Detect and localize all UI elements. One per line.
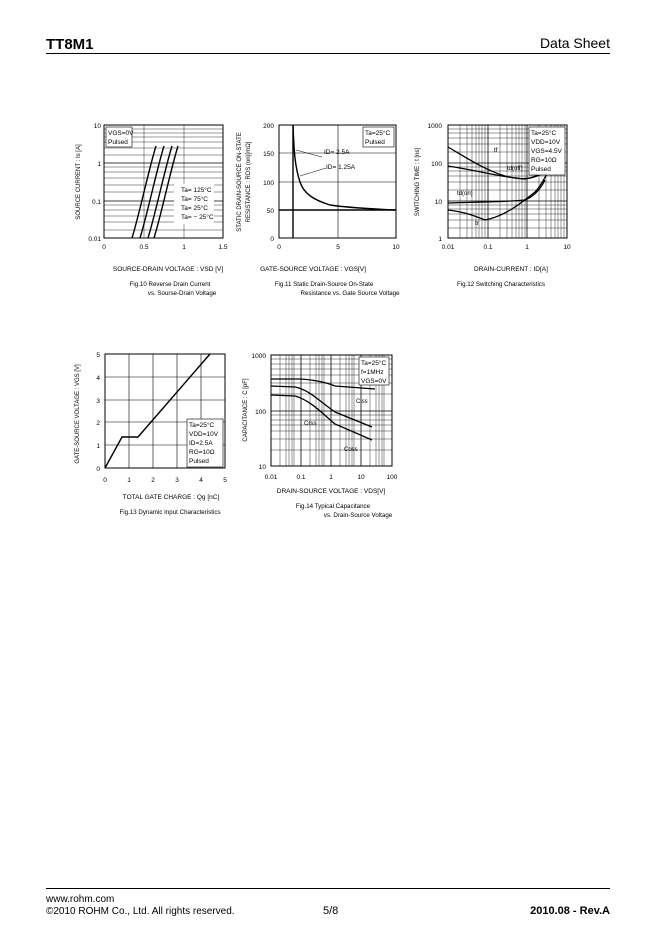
fig12-xtick: 0.1 — [483, 244, 493, 251]
fig14-xtick: 100 — [386, 474, 398, 481]
fig11-xtick: 10 — [392, 244, 400, 251]
fig12-ann: tf — [494, 147, 498, 154]
fig14-ytick: 1000 — [251, 353, 266, 360]
fig11-ytick: 150 — [263, 151, 274, 158]
fig12-cond: RG=10Ω — [531, 157, 557, 164]
fig13-cond: Pulsed — [189, 458, 209, 465]
fig10-caption: Fig.10 Reverse Drain Current — [129, 281, 211, 288]
fig13-cond: VDD=10V — [189, 431, 219, 438]
fig13-cond: RG=10Ω — [189, 449, 215, 456]
fig11-ytick: 100 — [263, 180, 274, 187]
fig13-xlabel: TOTAL GATE CHARGE : Qg [nC] — [122, 494, 220, 501]
fig11-ytick: 0 — [270, 236, 274, 243]
fig12-ytick: 100 — [431, 161, 442, 168]
fig13-ytick: 5 — [96, 352, 100, 359]
fig11-ytick: 50 — [266, 208, 274, 215]
fig10-chart — [60, 112, 240, 302]
footer-site: www.rohm.com — [46, 894, 115, 905]
part-number: TT8M1 — [46, 36, 94, 53]
fig11-xlabel: GATE-SOURCE VOLTAGE : VGS[V] — [260, 266, 366, 273]
fig14-ann: Ciss — [356, 399, 368, 405]
fig13-xtick: 4 — [199, 477, 203, 484]
fig12-xlabel: DRAIN-CURRENT : ID[A] — [474, 266, 548, 273]
fig10-legend: Ta= 125°C — [181, 187, 212, 194]
fig14-xtick: 1 — [329, 474, 333, 481]
fig10-xtick: 1.5 — [218, 244, 228, 251]
fig14-xtick: 0.01 — [264, 474, 278, 481]
fig12-chart — [405, 112, 590, 302]
fig12-ytick: 1 — [438, 236, 442, 243]
footer-copyright: ©2010 ROHM Co., Ltd. All rights reserved. — [46, 906, 235, 917]
fig14-cond: VGS=0V — [361, 378, 387, 385]
fig10-xtick: 0.5 — [139, 244, 149, 251]
fig11-ytick: 200 — [263, 123, 274, 130]
fig14-chart — [235, 342, 420, 532]
fig14-ytick: 100 — [255, 409, 266, 416]
fig10-cond: VGS=0V — [108, 130, 134, 137]
fig12-ytick: 1000 — [427, 123, 442, 130]
fig10-legend: Ta= 75°C — [181, 196, 208, 203]
fig13-ytick: 4 — [96, 375, 100, 382]
fig11-xtick: 0 — [277, 244, 281, 251]
fig10-caption: vs. Sourse-Drain Voltage — [147, 290, 217, 297]
fig10-ytick: 0.1 — [91, 199, 101, 206]
fig14-caption: Fig.14 Typical Capacitance — [295, 503, 371, 510]
page-number: 5/8 — [323, 905, 339, 917]
fig11-caption: Fig.11 Static Drain-Source On-State — [274, 281, 374, 288]
fig14-xtick: 10 — [357, 474, 365, 481]
fig12-xtick: 0.01 — [441, 244, 455, 251]
fig11-chart — [230, 112, 420, 302]
fig12-ann: td(off) — [507, 166, 523, 172]
fig13-chart — [60, 342, 245, 532]
fig11-ylabel: STATIC DRAIN-SOURCE ON-STATE — [237, 132, 243, 232]
fig10-ytick: 1 — [97, 161, 101, 168]
fig11-xtick: 5 — [336, 244, 340, 251]
fig13-caption: Fig.13 Dynamic Input Characteristics — [119, 509, 221, 516]
fig12-ytick: 10 — [434, 199, 442, 206]
fig11-ylabel: RESISTANCE : RDS (on)[mΩ] — [246, 141, 252, 223]
fig13-xtick: 1 — [127, 477, 131, 484]
fig14-cond: Ta=25°C — [361, 360, 387, 367]
fig13-ytick: 2 — [96, 420, 100, 427]
fig13-xtick: 0 — [103, 477, 107, 484]
footer-rule — [46, 888, 610, 889]
fig13-xtick: 3 — [175, 477, 179, 484]
fig14-caption: vs. Drain-Source Voltage — [323, 512, 393, 519]
fig10-ytick: 0.01 — [88, 236, 101, 243]
fig13-ytick: 1 — [96, 443, 100, 450]
fig12-xtick: 10 — [563, 244, 571, 251]
fig12-xtick: 1 — [525, 244, 529, 251]
fig11-caption: Resistance vs. Gate Source Voltage — [300, 290, 400, 297]
fig14-cond: f=1MHz — [361, 369, 384, 376]
fig11-cond: Pulsed — [365, 139, 385, 146]
fig10-ytick: 10 — [93, 123, 101, 130]
fig14-xtick: 0.1 — [296, 474, 306, 481]
fig10-legend: Ta= 25°C — [181, 205, 208, 212]
fig14-xlabel: DRAIN-SOURCE VOLTAGE : VDS[V] — [276, 488, 386, 495]
fig11-cond: Ta=25°C — [365, 130, 391, 137]
fig10-cond: Pulsed — [108, 139, 128, 146]
fig12-ann: td(on) — [457, 191, 473, 197]
doc-type: Data Sheet — [539, 35, 610, 51]
fig10-xlabel: SOURCE-DRAIN VOLTAGE : VSD [V] — [112, 266, 224, 273]
revision: 2010.08 - Rev.A — [530, 905, 610, 917]
fig12-cond: Ta=25°C — [531, 130, 557, 137]
fig12-caption: Fig.12 Switching Characteristics — [456, 281, 546, 288]
fig14-ann: Crss — [304, 421, 317, 427]
fig10-xtick: 0 — [102, 244, 106, 251]
fig12-cond: Pulsed — [531, 166, 551, 173]
fig12-cond: VDD=10V — [531, 139, 561, 146]
fig14-ytick: 10 — [258, 464, 266, 471]
fig13-cond: Ta=25°C — [189, 422, 215, 429]
fig10-legend: Ta= − 25°C — [181, 214, 214, 221]
fig11-ann: ID= 1.25A — [326, 164, 356, 171]
fig10-ylabel: SOURCE CURRENT : Is [A] — [76, 144, 82, 220]
fig13-xtick: 5 — [223, 477, 227, 484]
fig13-xtick: 2 — [151, 477, 155, 484]
fig14-ylabel: CAPACITANCE : C [pF] — [243, 378, 249, 442]
fig13-ytick: 0 — [96, 466, 100, 473]
fig13-ylabel: GATE-SOURCE VOLTAGE : VGS [V] — [75, 364, 81, 464]
fig12-ann: tr — [475, 220, 479, 227]
fig10-xtick: 1 — [182, 244, 186, 251]
fig13-ytick: 3 — [96, 398, 100, 405]
fig13-cond: ID=2.5A — [189, 440, 213, 447]
header-rule — [46, 53, 610, 54]
fig12-ylabel: SWITCHING TIME : t [ns] — [415, 147, 421, 217]
fig11-ann: ID= 2.5A — [324, 149, 350, 156]
fig12-cond: VGS=4.5V — [531, 148, 562, 155]
fig14-ann: Coss — [344, 447, 358, 453]
